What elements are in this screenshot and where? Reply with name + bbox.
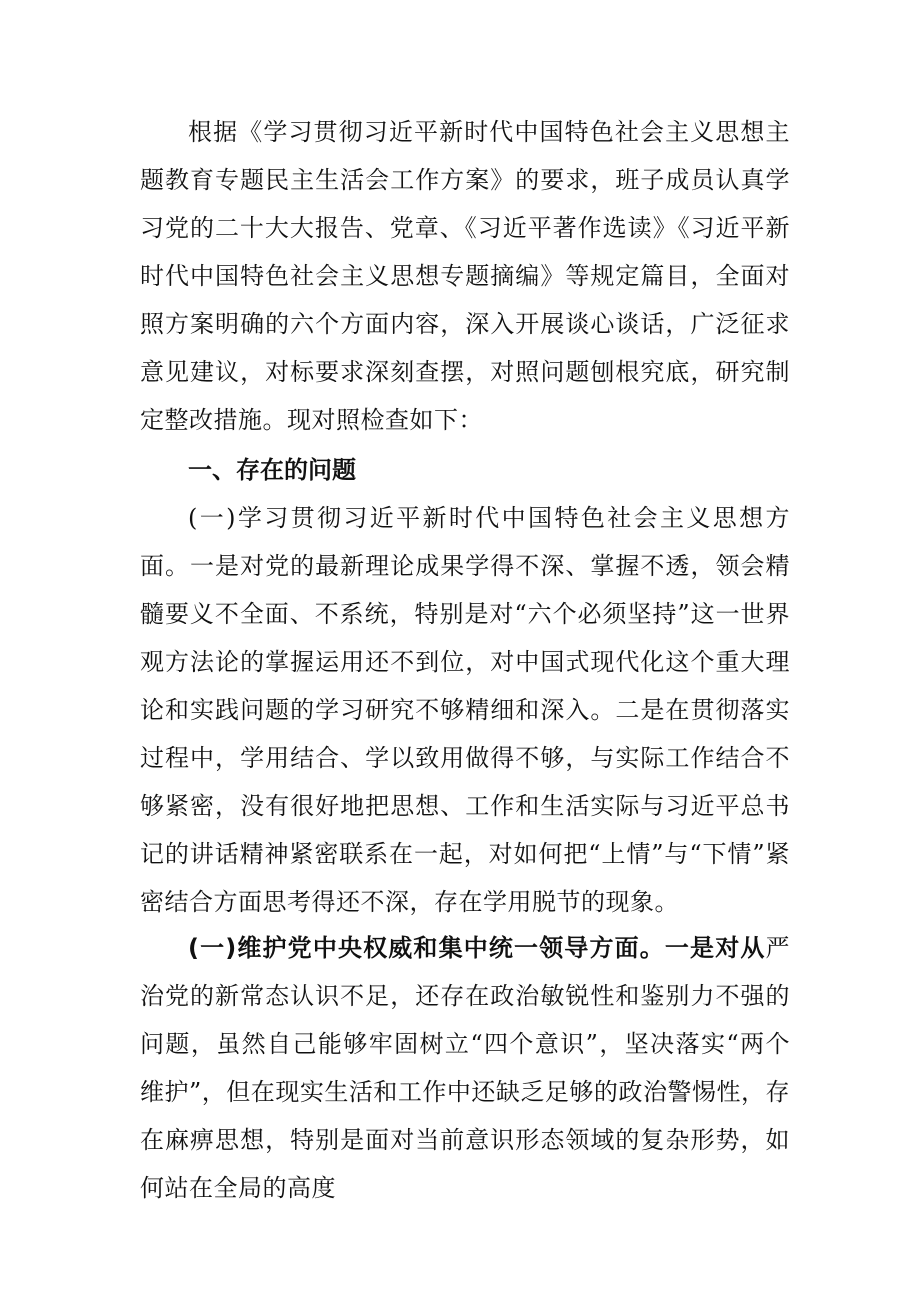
authority-section-paragraph <box>140 924 790 1212</box>
authority-section-lead: (一)维护党中央权威和集中统一领导方面。一是对从 <box>188 934 766 962</box>
study-section-paragraph: (一)学习贯彻习近平新时代中国特色社会主义思想方面。一是对党的最新理论成果学得不深、掌握不透，领会精髓要义不全面、不系统，特别是对“六个必须坚持”这一世界观方法论的掌握运用还不到位，对中国式现代化这个重大理论和实践问题的学习研究不够精细和深入。二是在贯彻落实过程中，学用结合、学以致用做得不够，与实际工作结合不够紧密，没有很好地把思想、工作和生活实际与习近平总书记的讲话精神紧密联系在一起，对如何把“上情”与“下情”紧密结合方面思考得还不深，存在学用脱节的现象。 <box>140 504 790 916</box>
section-heading: 一、存在的问题 <box>188 456 356 484</box>
intro-paragraph: 根据《学习贯彻习近平新时代中国特色社会主义思想主题教育专题民主生活会工作方案》的要求，班子成员认真学习党的二十大大报告、党章、《习近平著作选读》《习近平新时代中国特色社会主义思想专题摘编》等规定篇目，全面对照方案明确的六个方面内容，深入开展谈心谈话，广泛征求意见建议，对标要求深刻查摆，对照问题刨根究底，研究制定整改措施。现对照检查如下： <box>140 118 790 434</box>
authority-section-body: 严治党的新常态认识不足，还存在政治敏锐性和鉴别力不强的问题，虽然自己能够牢固树立“四个意识”，坚决落实“两个维护”，但在现实生活和工作中还缺乏足够的政治警惕性，存在麻痹思想，特别是面对当前意识形态领域的复杂形势，如何站在全局的高度 <box>140 934 790 1202</box>
